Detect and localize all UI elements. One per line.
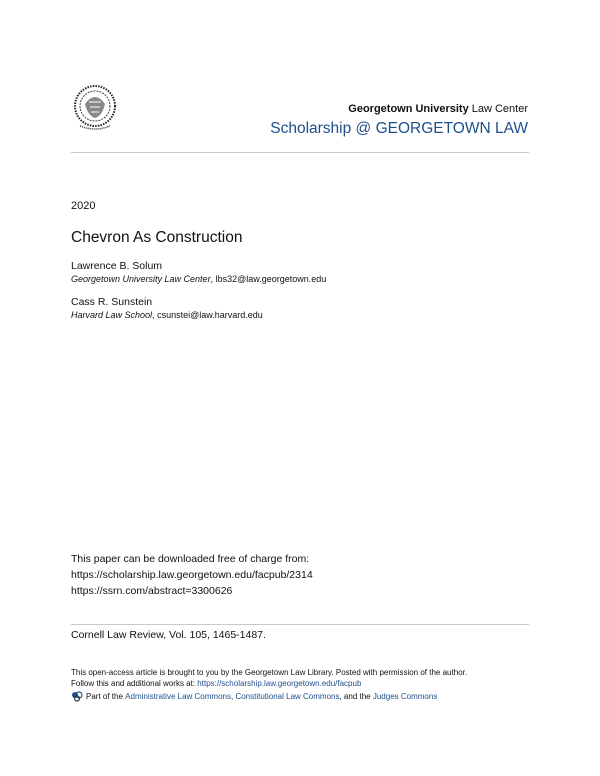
open-access-notice — [71, 667, 467, 689]
commons-link-administrative[interactable]: Administrative Law Commons — [125, 691, 231, 701]
author-affiliation: Harvard Law School, csunstei@law.harvard.edu — [71, 310, 263, 320]
author-email[interactable]: lbs32@law.georgetown.edu — [215, 274, 327, 284]
commons-line — [71, 690, 437, 702]
notice-text: This open-access article is brought to you by the Georgetown Law Library. Posted with permission of the author. — [71, 668, 468, 677]
author-name: Cass R. Sunstein — [71, 296, 153, 308]
commons-icon — [71, 690, 83, 702]
commons-link-judges[interactable]: Judges Commons — [372, 691, 438, 701]
article-title: Chevron As Construction — [71, 229, 243, 246]
download-intro: This paper can be downloaded free of charge from: — [71, 553, 310, 565]
repository-title-link[interactable]: Scholarship @ GEORGETOWN LAW — [270, 120, 528, 137]
affiliation-institution: Georgetown University Law Center — [71, 274, 211, 284]
affiliation-institution: Harvard Law School — [71, 310, 153, 320]
follow-prefix: Follow this and additional works at: — [71, 679, 198, 688]
institution-name-bold: Georgetown University — [348, 103, 469, 115]
commons-separator: , and the — [339, 691, 371, 701]
part-of-label: Part of the — [86, 691, 123, 701]
follow-link[interactable]: https://scholarship.law.georgetown.edu/facpub — [197, 679, 362, 688]
commons-separator: , — [230, 691, 234, 701]
journal-citation: Cornell Law Review, Vol. 105, 1465-1487. — [71, 629, 266, 641]
follow-line — [71, 678, 467, 689]
download-info — [71, 551, 313, 599]
author-name: Lawrence B. Solum — [71, 260, 163, 272]
author-affiliation: Georgetown University Law Center, lbs32@law.georgetown.edu — [71, 274, 327, 284]
header-divider — [71, 152, 529, 153]
georgetown-seal-icon — [72, 82, 118, 134]
download-url-ssrn[interactable]: https://ssrn.com/abstract=3300626 — [71, 585, 233, 597]
commons-link-constitutional[interactable]: Constitutional Law Commons — [235, 691, 340, 701]
download-url-georgetown[interactable]: https://scholarship.law.georgetown.edu/facpub/2314 — [71, 569, 313, 581]
institution-name-rest: Law Center — [468, 103, 528, 115]
institution-name — [348, 103, 528, 115]
author-email[interactable]: csunstei@law.harvard.edu — [157, 310, 263, 320]
citation-divider — [71, 624, 529, 625]
publication-year: 2020 — [71, 200, 96, 212]
